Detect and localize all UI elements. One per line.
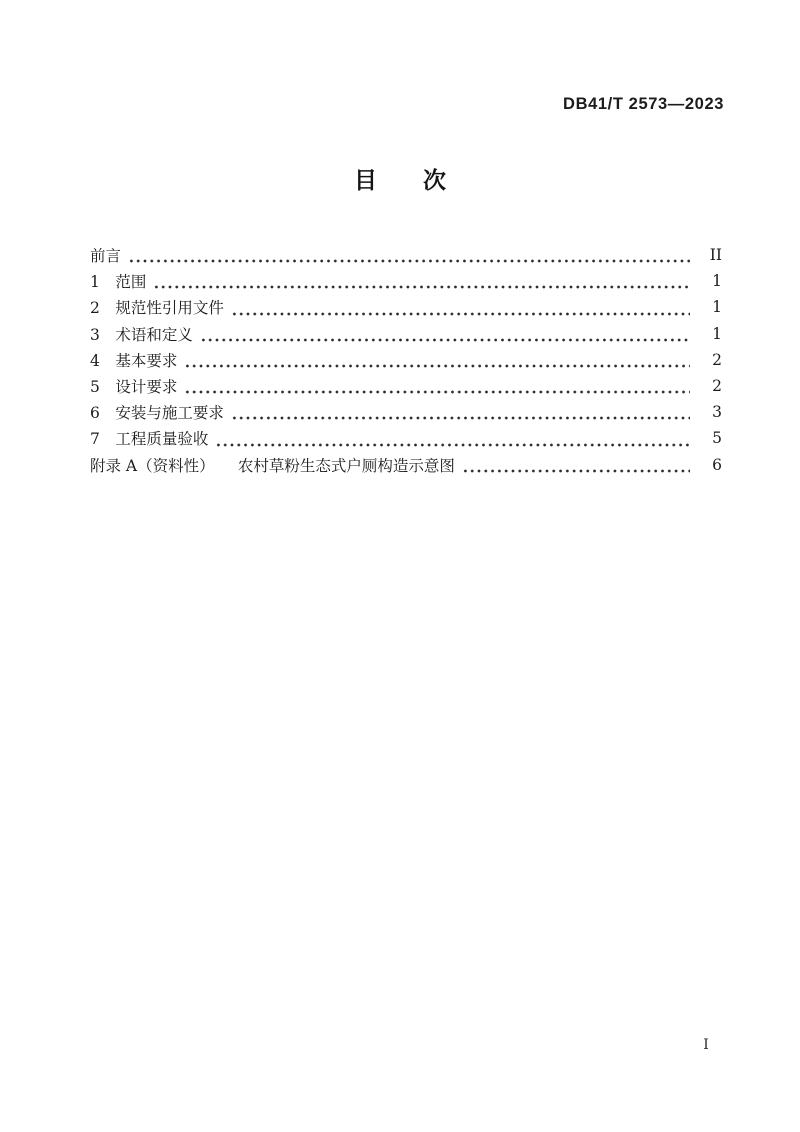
toc-page-number: II: [709, 246, 722, 265]
leader-dots: [462, 452, 690, 478]
toc-page-number: 1: [712, 324, 722, 343]
toc-entry-appendix-a: [90, 452, 722, 478]
leader-dots: [128, 242, 690, 268]
toc-entry-label: 2 规范性引用文件: [90, 299, 224, 318]
toc-page-number: 1: [712, 298, 722, 317]
toc-entry-quality-acceptance: [90, 425, 722, 451]
toc-entry-label: 1 范围: [90, 273, 147, 292]
toc-entry-normative-references: [90, 294, 722, 320]
toc-entry-scope: [90, 268, 722, 294]
toc-page-number: 2: [712, 377, 722, 396]
toc-page-number: 3: [712, 403, 722, 422]
toc-entry-label: 5 设计要求: [90, 378, 178, 397]
toc-entry-label: 6 安装与施工要求: [90, 404, 224, 423]
leader-dots: [153, 268, 690, 294]
leader-dots: [184, 373, 690, 399]
toc-entry-installation-requirements: [90, 399, 722, 425]
toc-entry-label: 前言: [90, 247, 122, 266]
toc-entry-design-requirements: [90, 373, 722, 399]
leader-dots: [184, 347, 690, 373]
toc-entry-label: 附录 A（资料性） 农村草粉生态式户厕构造示意图: [90, 456, 455, 475]
toc-entry-basic-requirements: [90, 347, 722, 373]
standard-code: DB41/T 2573—2023: [563, 95, 724, 113]
toc-entry-terms-definitions: [90, 321, 722, 347]
toc-entry-label: 3 术语和定义: [90, 325, 193, 344]
leader-dots: [231, 399, 690, 425]
leader-dots: [200, 321, 690, 347]
table-of-contents: [90, 242, 722, 478]
toc-page-number: 5: [712, 429, 722, 448]
page-title: 目 次: [354, 168, 446, 194]
toc-entry-label: 4 基本要求: [90, 351, 178, 370]
leader-dots: [231, 294, 690, 320]
toc-entry-foreword: [90, 242, 722, 268]
toc-page-number: 2: [712, 350, 722, 369]
toc-entry-label: 7 工程质量验收: [90, 430, 209, 449]
leader-dots: [215, 425, 690, 451]
toc-page-number: 1: [712, 272, 722, 291]
toc-page-number: 6: [712, 455, 722, 474]
footer-page-number: I: [703, 1037, 709, 1053]
